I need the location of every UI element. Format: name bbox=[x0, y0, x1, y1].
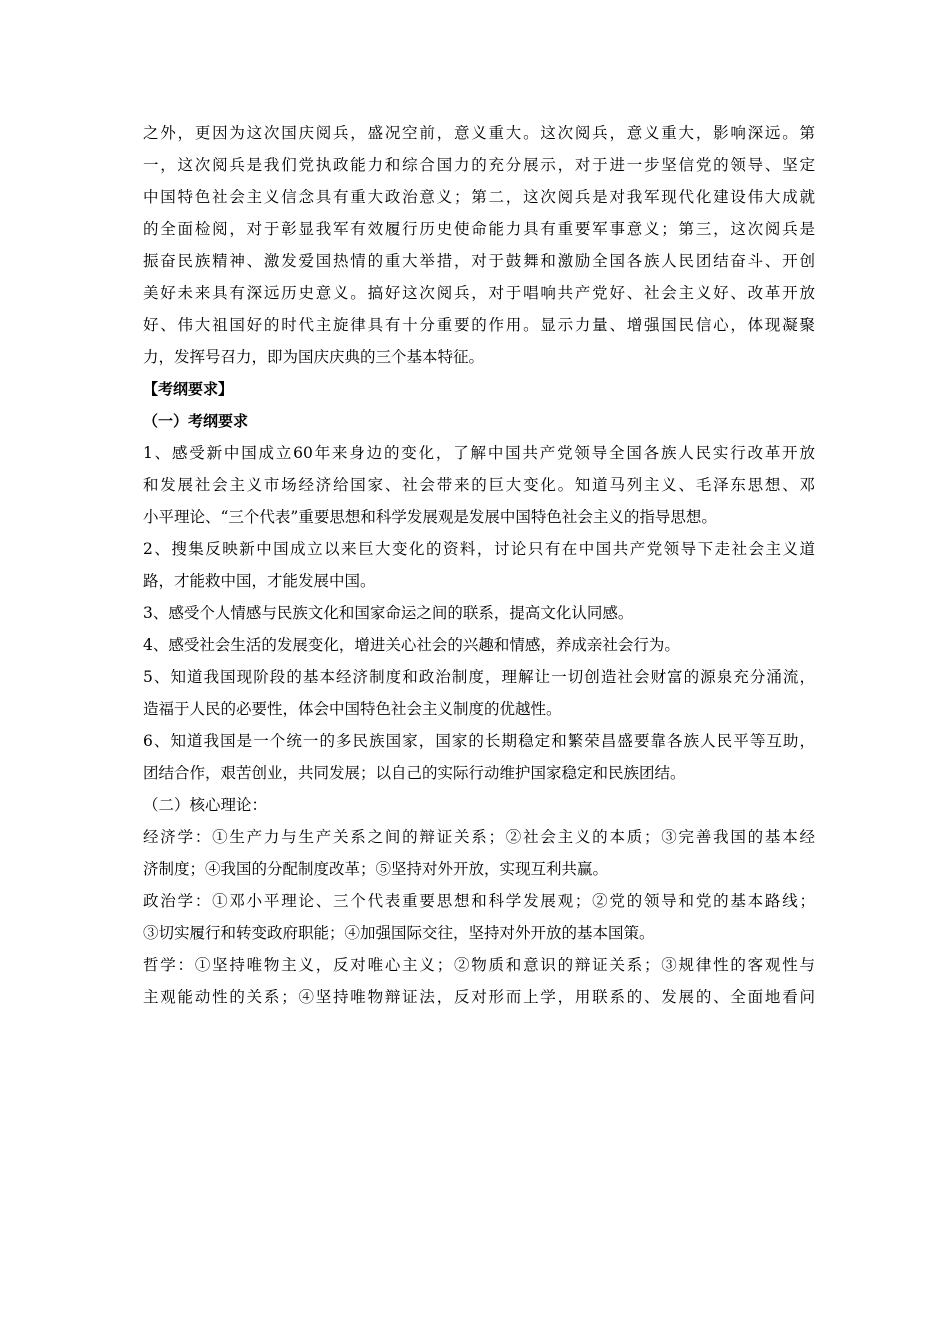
intro-paragraph bbox=[143, 117, 815, 373]
document-body bbox=[143, 117, 815, 1013]
section-title: 【考纲要求】 bbox=[143, 380, 234, 398]
requirements-list bbox=[143, 437, 815, 789]
paragraph-line: 中国特色社会主义信念具有重大政治意义；第二，这次阅兵是对我军现代化建设伟大成就 bbox=[143, 188, 815, 206]
list-item-line: 造福于人民的必要性，体会中国特色社会主义制度的优越性。 bbox=[143, 700, 562, 718]
list-item-line: 2、搜集反映新中国成立以来巨大变化的资料，讨论只有在中国共产党领导下走社会主义道 bbox=[143, 540, 815, 558]
list-item-line: ③切实履行和转变政府职能；④加强国际交往，坚持对外开放的基本国策。 bbox=[143, 924, 655, 942]
list-item-line: 哲学：①坚持唯物主义，反对唯心主义；②物质和意识的辩证关系；③规律性的客观性与 bbox=[143, 956, 815, 974]
list-item-line: 1、感受新中国成立60年来身边的变化，了解中国共产党领导全国各族人民实行改革开放 bbox=[143, 444, 815, 462]
list-item-line: 5、知道我国现阶段的基本经济制度和政治制度，理解让一切创造社会财富的源泉充分涌流， bbox=[143, 668, 815, 686]
paragraph-line: 一，这次阅兵是我们党执政能力和综合国力的充分展示，对于进一步坚信党的领导、坚定 bbox=[143, 156, 815, 174]
subsection-title: （二）核心理论： bbox=[143, 796, 268, 814]
list-item-line: 小平理论、“三个代表”重要思想和科学发展观是发展中国特色社会主义的指导思想。 bbox=[143, 508, 717, 526]
paragraph-line: 好、伟大祖国好的时代主旋律具有十分重要的作用。显示力量、增强国民信心，体现凝聚 bbox=[143, 316, 815, 334]
list-item-line: 和发展社会主义市场经济给国家、社会带来的巨大变化。知道马列主义、毛泽东思想、邓 bbox=[143, 476, 815, 494]
paragraph-line: 美好未来具有深远历史意义。搞好这次阅兵，对于唱响共产党好、社会主义好、改革开放 bbox=[143, 284, 815, 302]
paragraph-line: 力，发挥号召力，即为国庆庆典的三个基本特征。 bbox=[143, 348, 485, 366]
subsection-title: （一）考纲要求 bbox=[143, 412, 249, 430]
list-item-line: 政治学：①邓小平理论、三个代表重要思想和科学发展观；②党的领导和党的基本路线； bbox=[143, 892, 815, 910]
paragraph-line: 之外，更因为这次国庆阅兵，盛况空前，意义重大。这次阅兵，意义重大，影响深远。第 bbox=[143, 124, 815, 142]
list-item-line: 6、知道我国是一个统一的多民族国家，国家的长期稳定和繁荣昌盛要靠各族人民平等互助， bbox=[143, 732, 815, 750]
core-theory-list bbox=[143, 821, 815, 1013]
paragraph-line: 的全面检阅，对于彰显我军有效履行历史使命能力具有重要军事意义；第三，这次阅兵是 bbox=[143, 220, 815, 238]
list-item-line: 经济学：①生产力与生产关系之间的辩证关系；②社会主义的本质；③完善我国的基本经 bbox=[143, 828, 815, 846]
list-item-line: 团结合作，艰苦创业，共同发展；以自己的实际行动维护国家稳定和民族团结。 bbox=[143, 764, 686, 782]
list-item-line: 4、感受社会生活的发展变化，增进关心社会的兴趣和情感，养成亲社会行为。 bbox=[143, 636, 680, 654]
list-item-line: 路，才能救中国，才能发展中国。 bbox=[143, 572, 376, 590]
list-item-line: 济制度；④我国的分配制度改革；⑤坚持对外开放，实现互利共赢。 bbox=[143, 860, 609, 878]
paragraph-line: 振奋民族精神、激发爱国热情的重大举措，对于鼓舞和激励全国各族人民团结奋斗、开创 bbox=[143, 252, 815, 270]
list-item-line: 3、感受个人情感与民族文化和国家命运之间的联系，提高文化认同感。 bbox=[143, 604, 634, 622]
list-item-line: 主观能动性的关系；④坚持唯物辩证法，反对形而上学，用联系的、发展的、全面地看问 bbox=[143, 988, 815, 1006]
